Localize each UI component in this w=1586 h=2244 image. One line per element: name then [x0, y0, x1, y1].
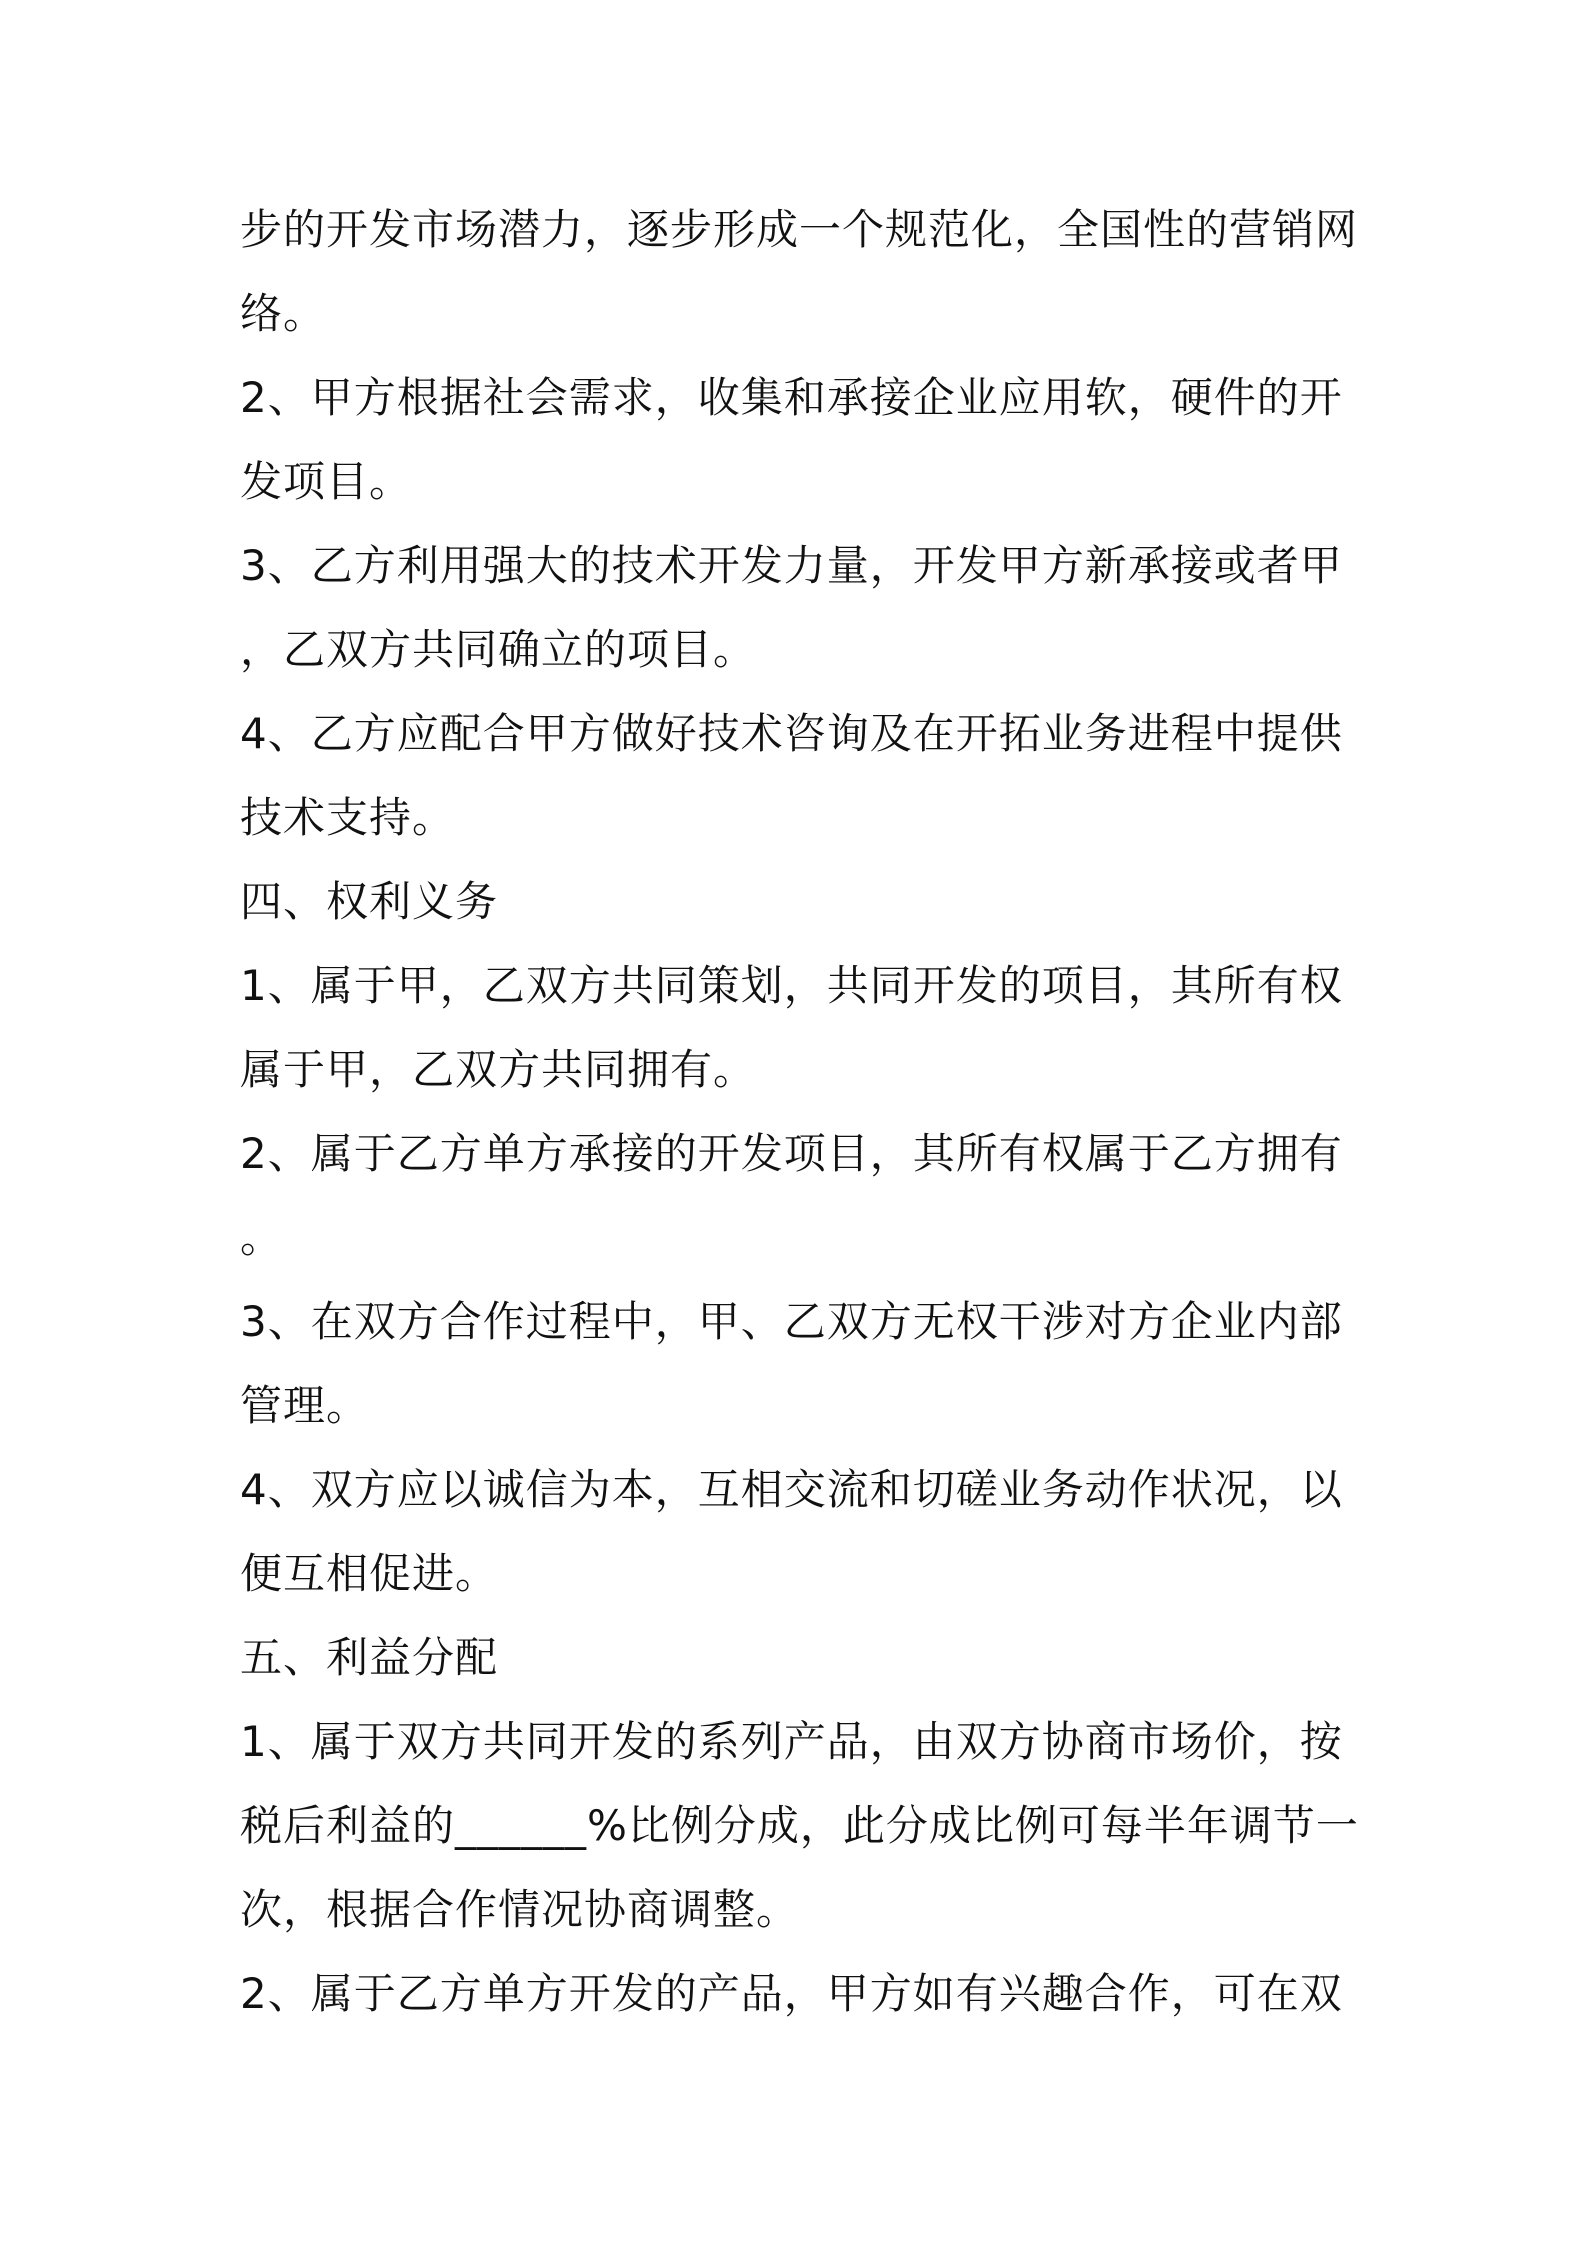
- text-line: 2、属于乙方单方承接的开发项目，其所有权属于乙方拥有: [240, 1129, 1343, 1178]
- text-line: 4、双方应以诚信为本，互相交流和切磋业务动作状况，以: [240, 1465, 1343, 1514]
- text-line: 1、属于双方共同开发的系列产品，由双方协商市场价，按: [240, 1717, 1343, 1766]
- text-line: 步的开发市场潜力，逐步形成一个规范化，全国性的营销网: [240, 205, 1359, 254]
- text-line: 次，根据合作情况协商调整。: [240, 1885, 800, 1934]
- text-line: 2、属于乙方单方开发的产品，甲方如有兴趣合作，可在双: [240, 1969, 1343, 2018]
- text-line: 税后利益的______%比例分成，此分成比例可每半年调节一: [240, 1801, 1359, 1850]
- text-line: ，乙双方共同确立的项目。: [240, 625, 757, 674]
- section-heading: 五、利益分配: [240, 1633, 499, 1682]
- text-line: 1、属于甲，乙双方共同策划，共同开发的项目，其所有权: [240, 961, 1343, 1010]
- text-line: 属于甲，乙双方共同拥有。: [240, 1045, 757, 1094]
- text-line: 。: [240, 1213, 284, 1262]
- section-heading: 四、权利义务: [240, 877, 499, 926]
- text-line: 发项目。: [240, 457, 413, 506]
- text-line: 3、在双方合作过程中，甲、乙双方无权干涉对方企业内部: [240, 1297, 1343, 1346]
- document-body: [240, 188, 1360, 2036]
- text-line: 4、乙方应配合甲方做好技术咨询及在开拓业务进程中提供: [240, 709, 1343, 758]
- text-line: 3、乙方利用强大的技术开发力量，开发甲方新承接或者甲: [240, 541, 1343, 590]
- text-line: 络。: [240, 289, 327, 338]
- text-line: 2、甲方根据社会需求，收集和承接企业应用软，硬件的开: [240, 373, 1343, 422]
- text-line: 便互相促进。: [240, 1549, 499, 1598]
- text-line: 技术支持。: [240, 793, 456, 842]
- text-line: 管理。: [240, 1381, 370, 1430]
